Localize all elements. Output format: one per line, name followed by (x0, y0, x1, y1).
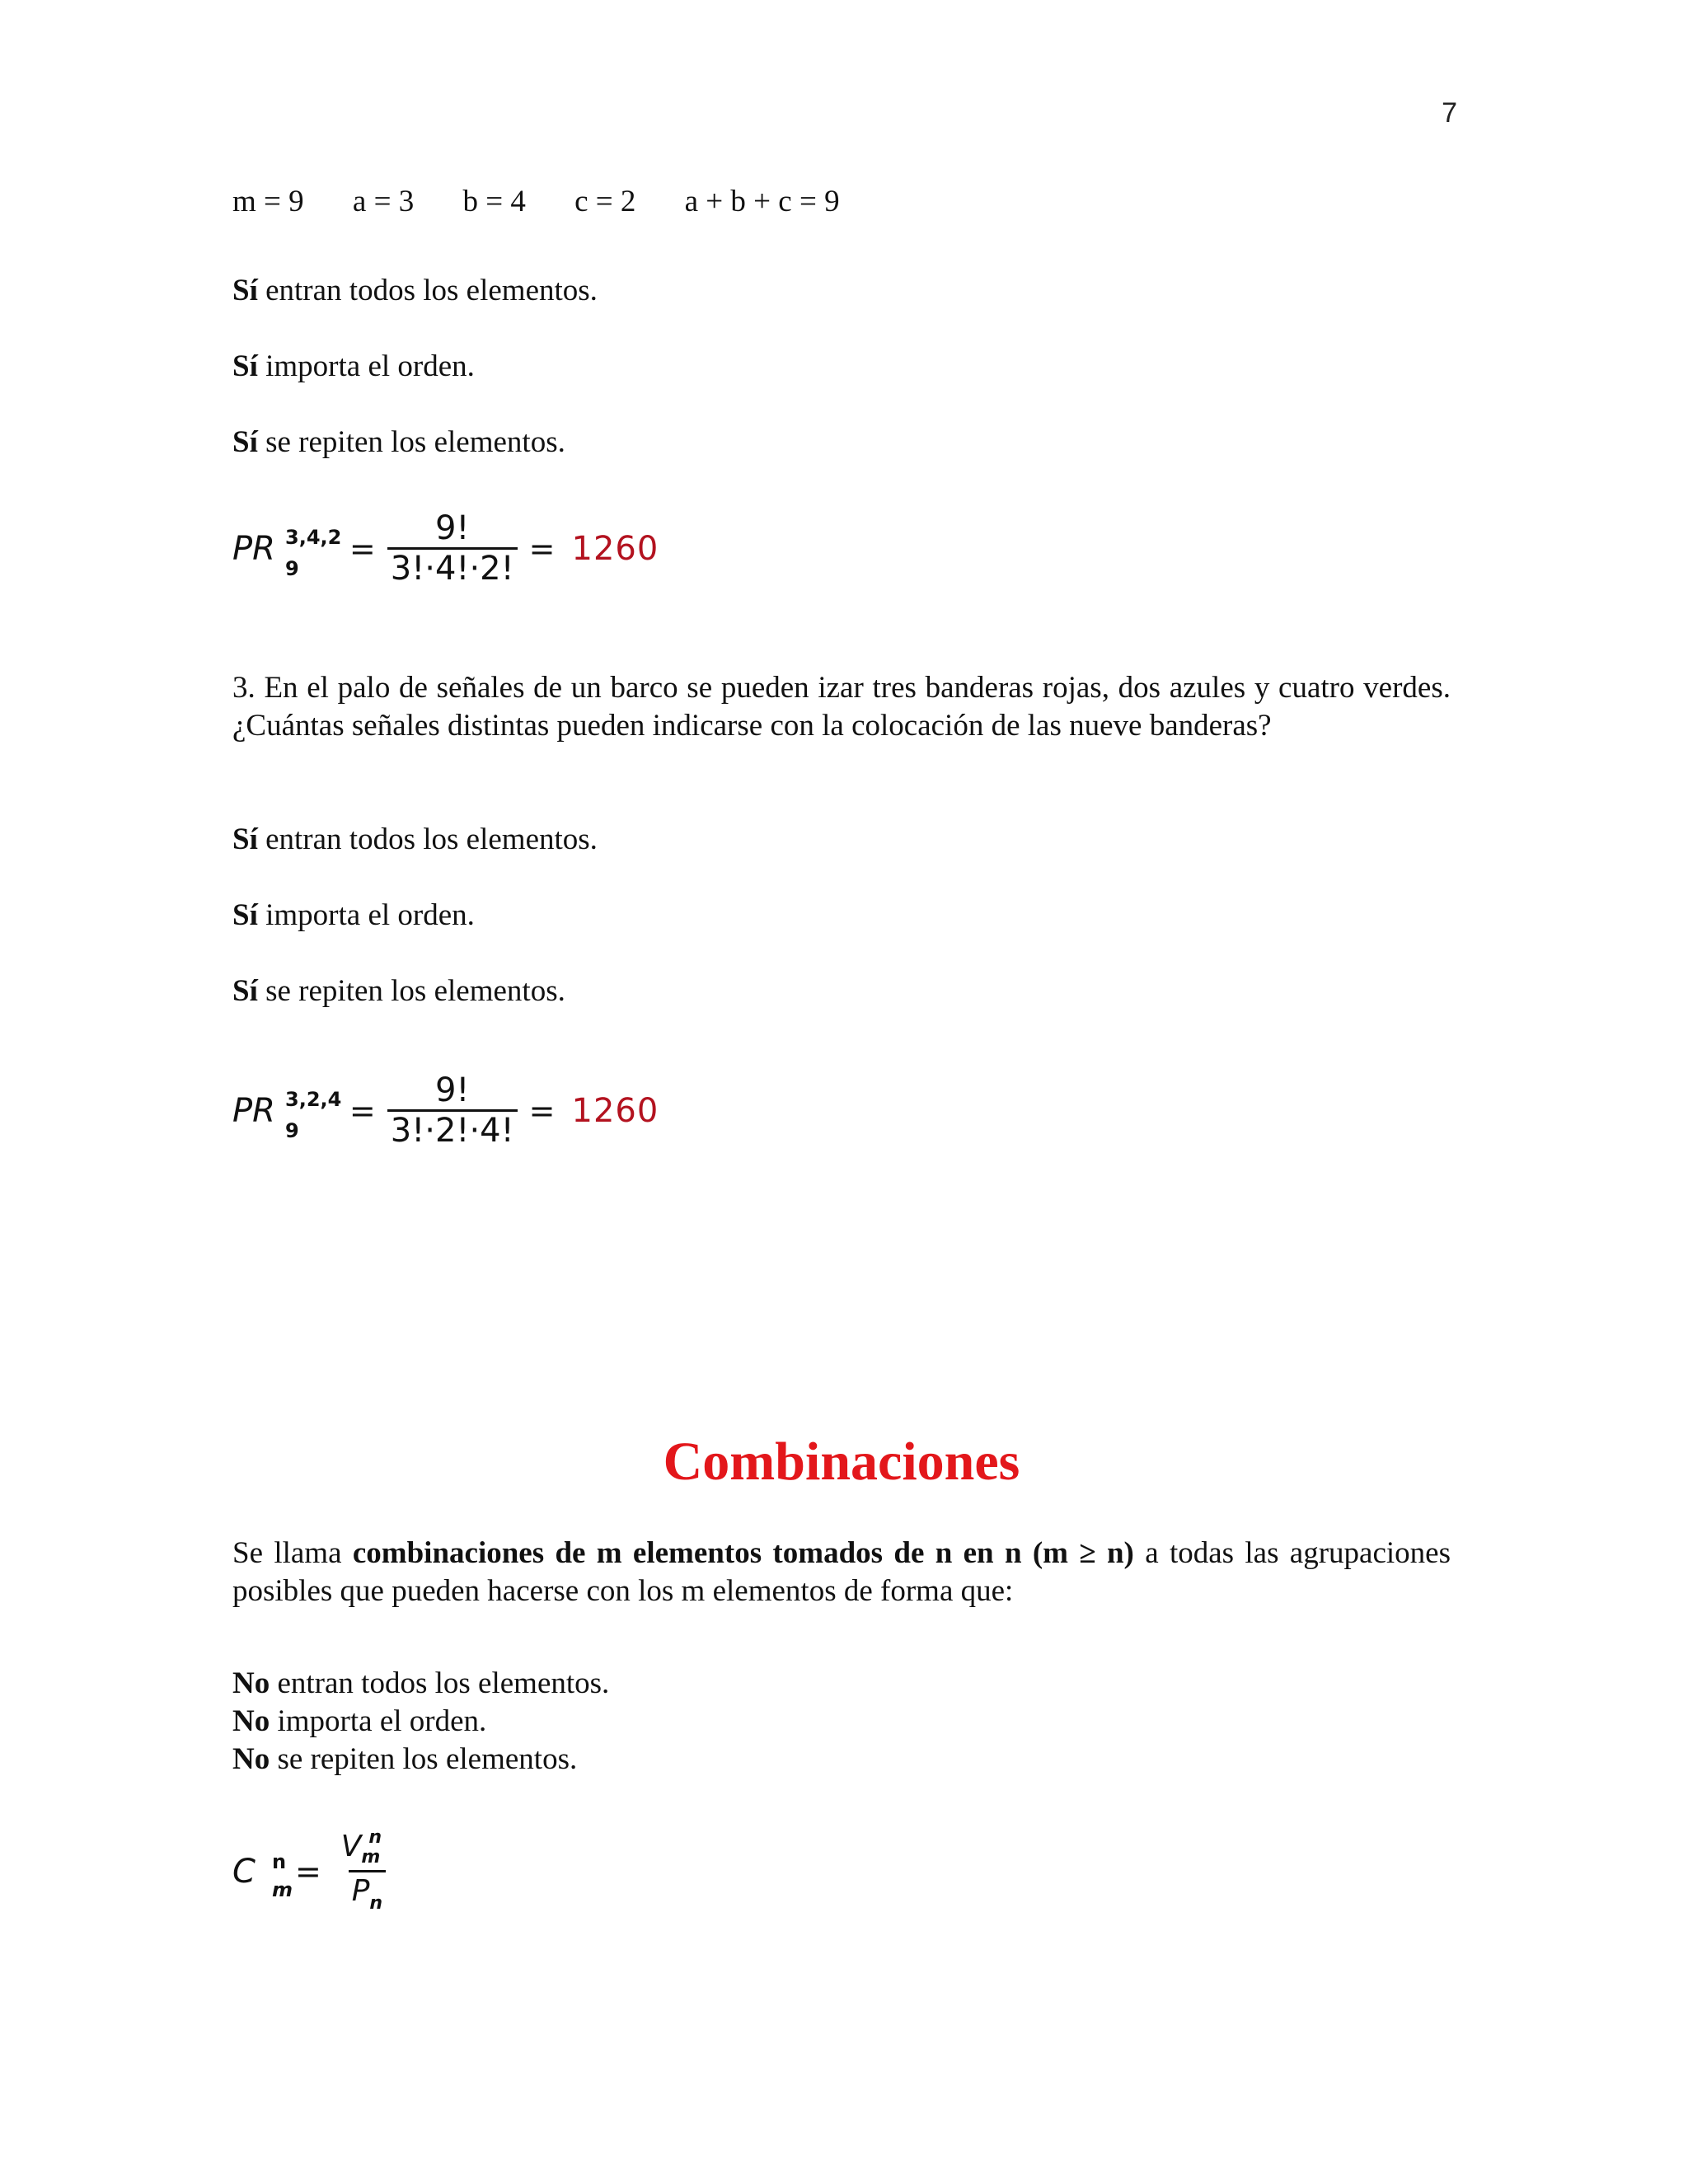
formula-symbol (232, 525, 342, 580)
var-c: c = 2 (574, 185, 636, 218)
formula-result: 1260 (571, 1091, 659, 1130)
formula-result: 1260 (571, 529, 659, 568)
statement-text: importa el orden. (270, 1704, 487, 1738)
symbol-main: PR (232, 529, 275, 568)
var-sum: a + b + c = 9 (684, 185, 840, 218)
var-a: a = 3 (352, 185, 415, 218)
symbol-main: C (232, 1852, 256, 1891)
fraction-numerator: 9! (434, 1071, 470, 1109)
equals-sign: = (294, 1853, 321, 1890)
statement-7 (232, 1665, 1451, 1703)
statement-text: entran todos los elementos. (257, 823, 598, 856)
statement-3 (232, 424, 1451, 462)
formula-symbol (232, 1087, 342, 1142)
symbol-sub: 9 (285, 556, 299, 580)
fraction-denominator: 3!·2!·4! (387, 1109, 518, 1150)
statement-bold: Sí (232, 349, 258, 383)
fraction (387, 509, 518, 588)
denominator-main: P (351, 1874, 370, 1908)
statement-bold: Sí (232, 898, 258, 932)
statement-5 (232, 897, 1451, 935)
statement-8 (232, 1703, 1451, 1741)
equals-sign: = (528, 1092, 556, 1129)
equals-sign: = (528, 530, 556, 567)
statement-bold: Sí (232, 425, 258, 459)
symbol-sub: m (272, 1877, 293, 1901)
formula-symbol (232, 1849, 293, 1901)
definition-pre: Se llama (232, 1536, 353, 1570)
symbol-sup: 3,2,4 (285, 1087, 342, 1111)
variables-line (232, 183, 1451, 221)
statement-9 (232, 1741, 1451, 1779)
statement-bold: Sí (232, 823, 258, 856)
formula-pr-324 (232, 1071, 659, 1150)
statement-text: importa el orden. (257, 898, 475, 932)
statement-bold: Sí (232, 274, 258, 307)
symbol-sup: 3,4,2 (285, 525, 342, 549)
statement-1 (232, 272, 1451, 310)
numerator-main: V (340, 1830, 362, 1863)
statement-text: entran todos los elementos. (257, 274, 598, 307)
statement-text: importa el orden. (257, 349, 475, 383)
equals-sign: = (349, 530, 376, 567)
statement-4 (232, 821, 1451, 859)
statement-bold: Sí (232, 974, 258, 1008)
fraction-numerator (333, 1828, 401, 1870)
symbol-sup: n (272, 1849, 287, 1873)
denominator-sub: n (369, 1893, 383, 1914)
definition-post: a todas las agrupaciones posibles que pueden hacerse con los m elementos de forma que: (232, 1536, 1451, 1608)
var-m: m = 9 (232, 185, 304, 218)
numerator-sup: n (368, 1827, 382, 1848)
statement-text: se repiten los elementos. (257, 974, 565, 1008)
fraction-numerator: 9! (434, 509, 470, 547)
equals-sign: = (349, 1092, 376, 1129)
page-number: 7 (1442, 97, 1457, 129)
numerator-sub: m (361, 1847, 381, 1868)
statement-bold: No (232, 1666, 270, 1700)
fraction (333, 1828, 401, 1915)
statement-text: se repiten los elementos. (257, 425, 565, 459)
var-b: b = 4 (462, 185, 526, 218)
statement-text: se repiten los elementos. (270, 1742, 578, 1776)
symbol-sub: 9 (285, 1118, 299, 1142)
statement-2 (232, 348, 1451, 386)
definition-bold: combinaciones de m elementos tomados de n en n (m ≥ n) (352, 1536, 1134, 1570)
statement-bold: No (232, 1704, 270, 1738)
fraction-denominator: 3!·4!·2! (387, 547, 518, 588)
fraction (387, 1071, 518, 1150)
section-title: Combinaciones (663, 1432, 1020, 1492)
statement-bold: No (232, 1742, 270, 1776)
definition-paragraph (232, 1535, 1451, 1610)
statement-text: entran todos los elementos. (270, 1666, 610, 1700)
formula-pr-342 (232, 509, 659, 588)
statement-6 (232, 972, 1451, 1010)
problem-3: 3. En el palo de señales de un barco se pueden izar tres banderas rojas, dos azules y cuatro verdes. ¿Cuántas señales distintas pueden indicarse con la colocación de las nueve banderas? (232, 671, 1451, 743)
formula-combinations (232, 1828, 401, 1915)
symbol-main: PR (232, 1091, 275, 1130)
fraction-denominator (349, 1870, 386, 1915)
